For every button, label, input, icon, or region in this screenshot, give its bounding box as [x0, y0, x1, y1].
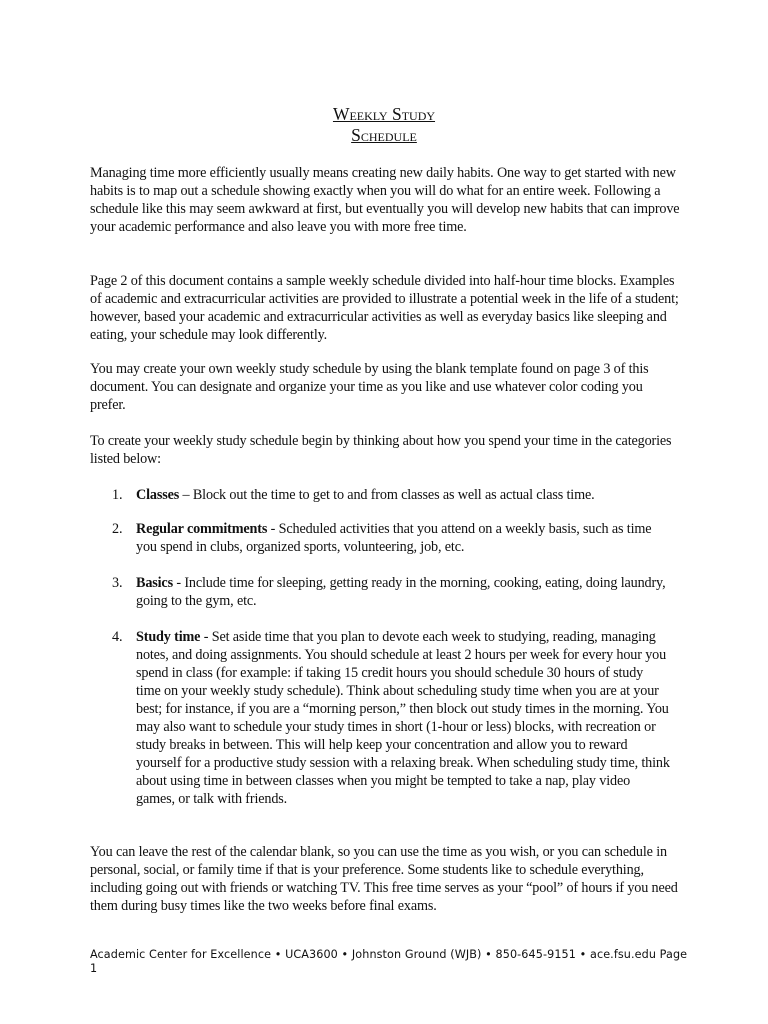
list-description: Block out the time to get to and from classes as well as actual class time.	[192, 487, 595, 503]
categories-intro-paragraph: To create your weekly study schedule begin by thinking about how you spend your time in the categories listed below:	[90, 433, 672, 467]
list-number: 3.	[112, 575, 123, 591]
list-number: 4.	[112, 629, 123, 645]
list-number: 1.	[112, 487, 123, 503]
list-description: Set aside time that you plan to devote each week to studying, reading, managing notes, and doing assignments. You should schedule at least 2 hours per week for every hour you spend in class (for example: if taking 15 credit hours you should schedule 30 hours of study time on your weekly study schedule). Think about scheduling study time when you are at your best; for instance, if you are a “morning person,” then block out study times in the morning. You may also want to schedule your study times in short (1-hour or less) blocks, with recreation or study breaks in between. This will help keep your concentration and allow you to reward yourself for a productive study session with a relaxing break. When scheduling study time, think about using time in between classes when you might be tempted to take a nap, play video games, or talk with friends.	[136, 629, 670, 807]
template-paragraph: You may create your own weekly study schedule by using the blank template found on page 3 of this document. You can designate and organize your time as you like and use whatever color coding you prefer.	[90, 361, 649, 413]
title-line-1: Weekly Study	[332, 104, 436, 124]
list-term: Study time	[136, 629, 201, 645]
list-term: Classes	[136, 487, 180, 503]
list-item-text	[136, 520, 671, 556]
intro-paragraph: Managing time more efficiently usually means creating new daily habits. One way to get started with new habits is to map out a schedule showing exactly when you will do what for an entire week. Following a schedule like this may seem awkward at first, but eventually you will develop new habits that can improve your academic performance and also leave you with more free time.	[90, 165, 680, 235]
list-separator: -	[200, 629, 212, 645]
list-description: Include time for sleeping, getting ready in the morning, cooking, eating, doing laundry, going to the gym, etc.	[136, 575, 666, 609]
list-item-text	[136, 574, 671, 610]
list-number: 2.	[112, 521, 123, 537]
list-item-text	[136, 628, 671, 808]
document-title	[0, 104, 768, 146]
closing-paragraph: You can leave the rest of the calendar blank, so you can use the time as you wish, or you can schedule in personal, social, or family time if that is your preference. Some students like to schedule everything, including going out with friends or watching TV. This free time serves as your “pool” of hours if you need them during busy times like the two weeks before final exams.	[90, 844, 678, 914]
list-term: Basics	[136, 575, 173, 591]
title-line-2: Schedule	[351, 125, 417, 145]
list-separator: -	[172, 575, 185, 591]
list-separator: –	[179, 487, 193, 503]
list-separator: -	[267, 521, 279, 537]
list-item-text	[136, 486, 671, 504]
sample-schedule-paragraph: Page 2 of this document contains a sample weekly schedule divided into half-hour time blocks. Examples of academic and extracurricular activities are provided to illustrate a potential week in the life of a student; however, based your academic and extracurricular activities as well as everyday basics like sleeping and eating, your schedule may look differently.	[90, 273, 679, 343]
list-description: Scheduled activities that you attend on a weekly basis, such as time you spend in clubs, organized sports, volunteering, job, etc.	[136, 521, 652, 555]
page-footer: Academic Center for Excellence • UCA3600 • Johnston Ground (WJB) • 850-645-9151 • ace.fsu.edu Page 1	[90, 948, 688, 975]
list-term: Regular commitments	[136, 521, 268, 537]
